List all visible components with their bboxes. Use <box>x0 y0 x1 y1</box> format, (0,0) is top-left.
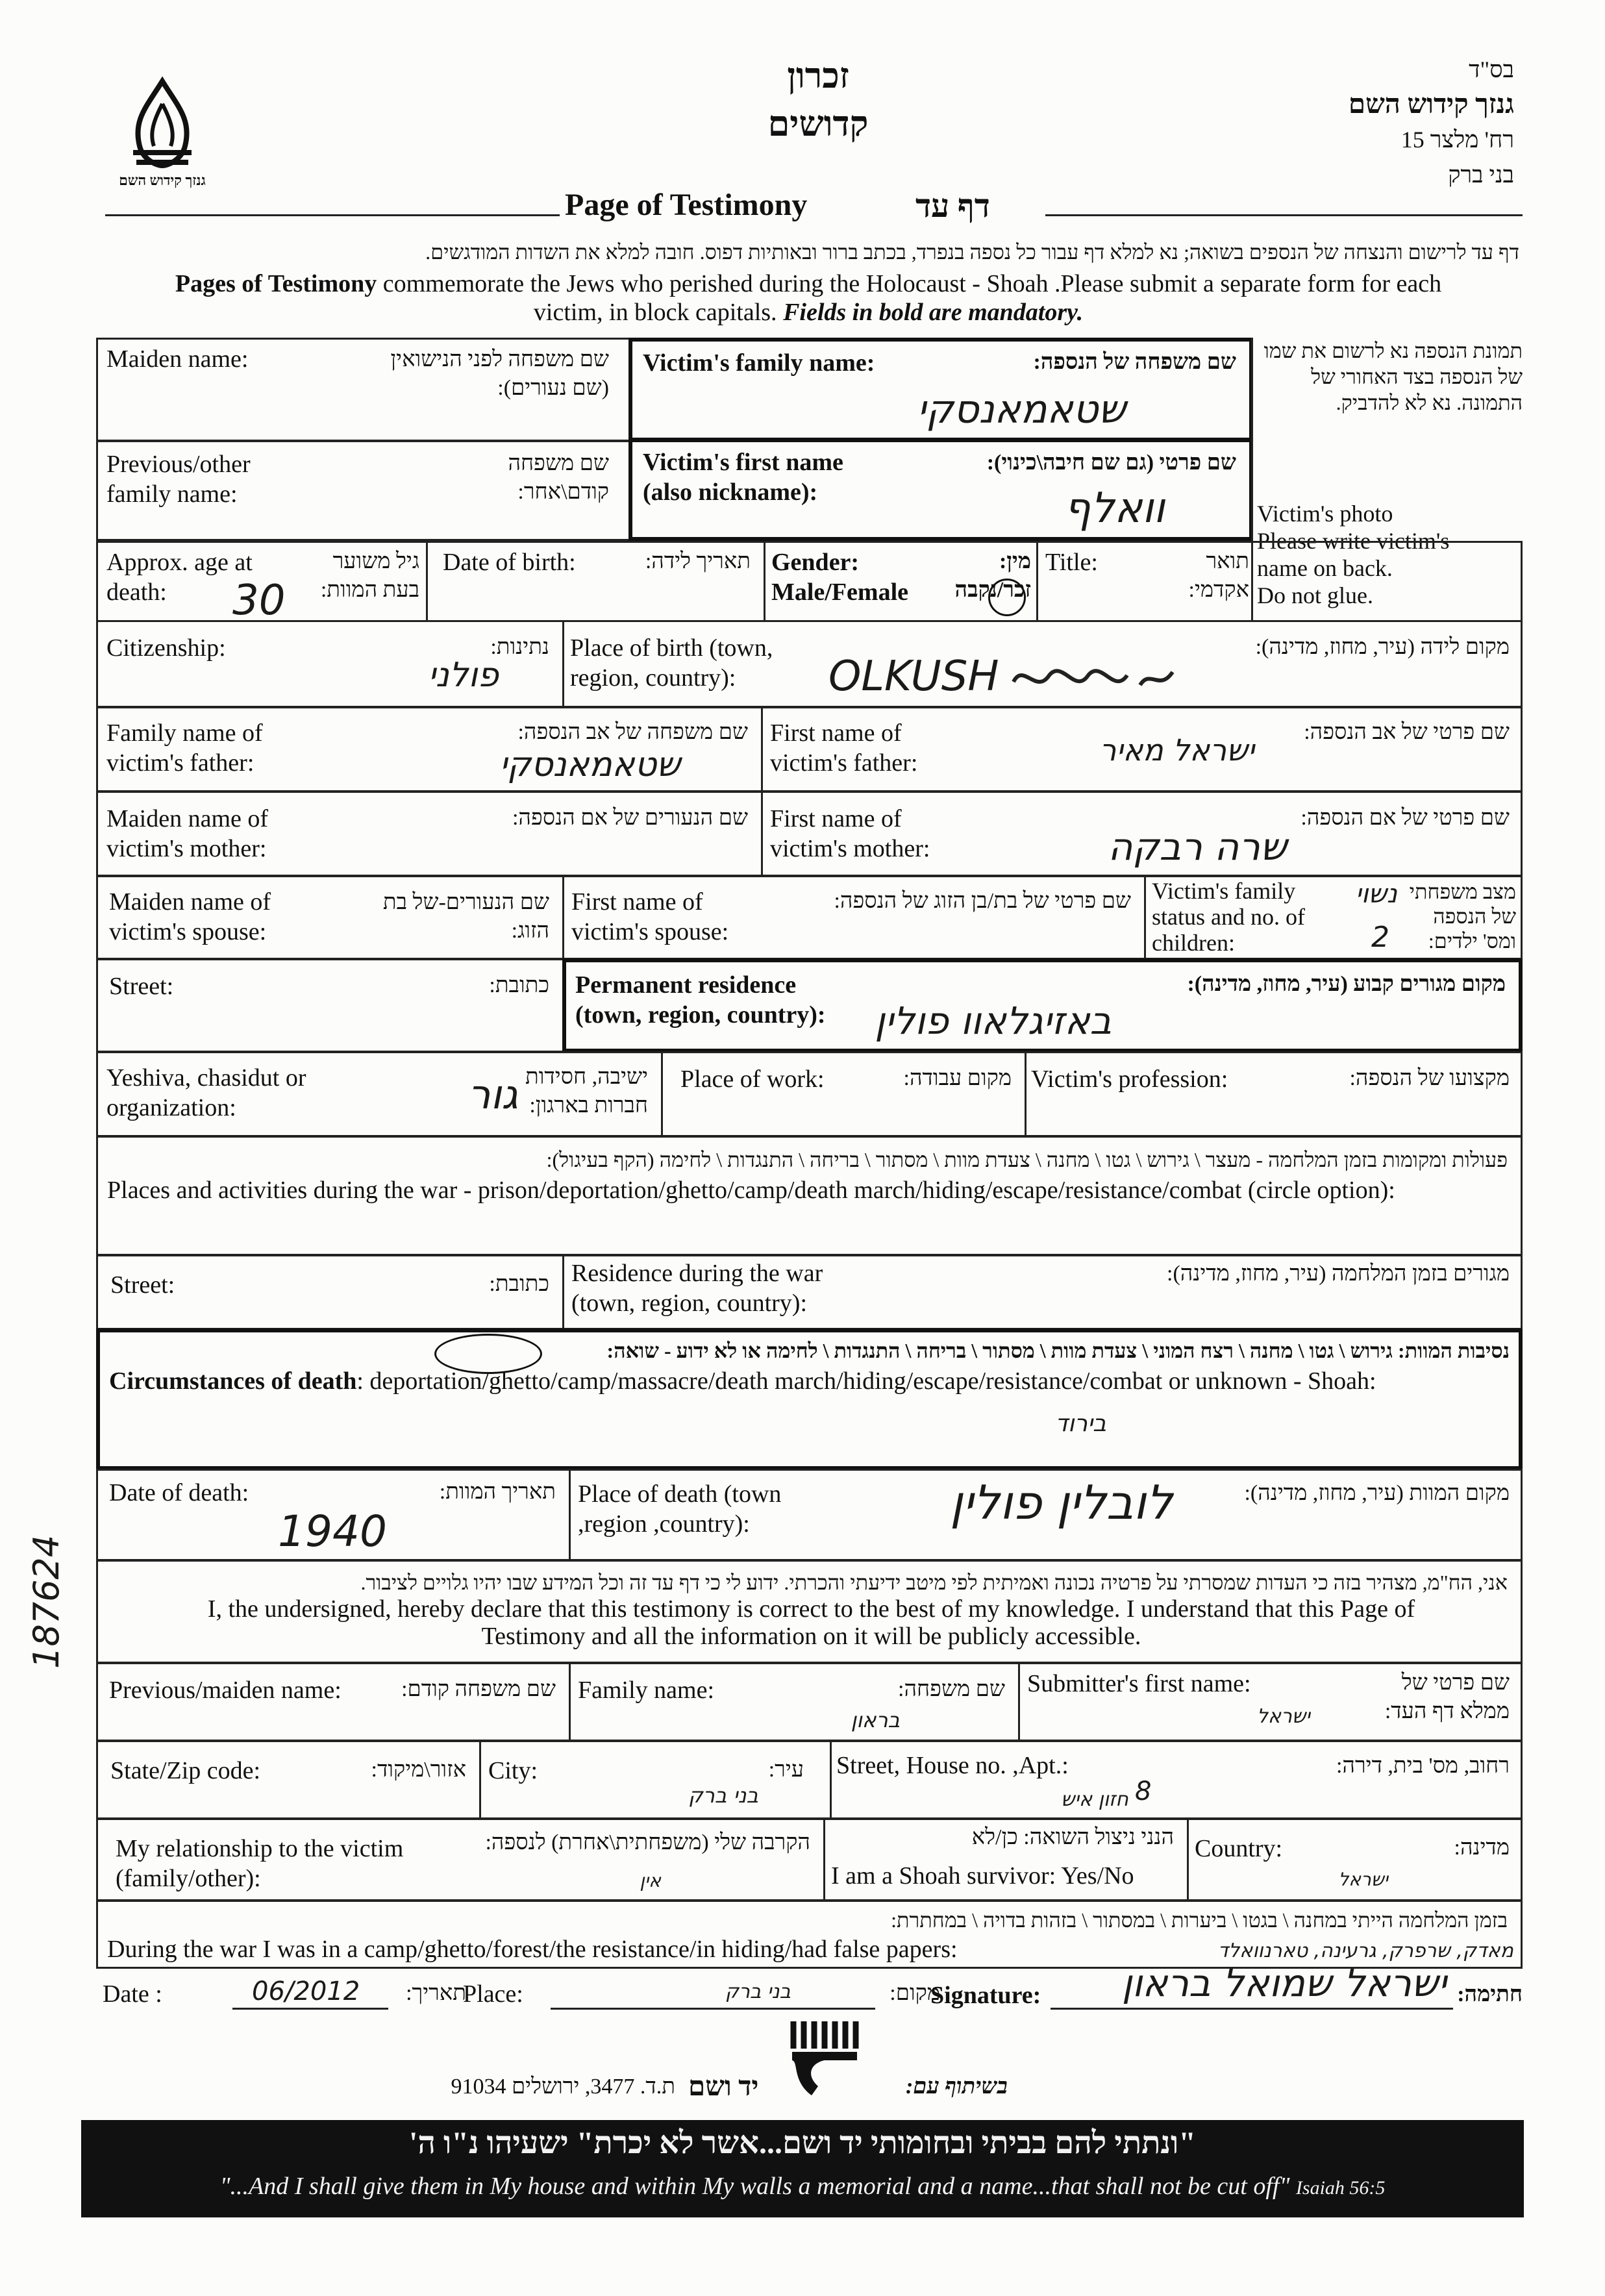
intro-en-bold: Pages of Testimony <box>175 270 377 297</box>
title-line: זכרון <box>787 56 849 95</box>
signature-label-he: חתימה: <box>1457 1982 1523 2006</box>
place-of-birth-label-en: Place of birth (town, region, country): <box>570 634 773 692</box>
mother-first-name-label-he: שם פרטי של אם הנספה: <box>1300 806 1510 830</box>
signature-value: ישראל שמואל בראון <box>1121 1961 1447 2005</box>
gender-label-en: Gender: Male/Female <box>771 549 909 606</box>
spouse-maiden-name-label-he: שם הנעורים-של בת הזוג: <box>382 890 549 943</box>
submitter-prev-name-label-en: Previous/maiden name: <box>109 1677 342 1704</box>
place-field[interactable] <box>551 1974 875 2010</box>
spouse-maiden-name-field[interactable] <box>96 875 564 960</box>
state-zip-label-en: State/Zip code: <box>110 1757 261 1784</box>
relationship-label-en: My relationship to the victim (family/other): <box>116 1835 404 1892</box>
street-label-he: כתובת: <box>489 973 549 997</box>
place-label-he: מקום: <box>890 1981 940 2005</box>
declaration-he: אני, הח"מ, מצהיר בזה כי העדות שמסרתי על פרטיה נכונה ואמיתית לפי מיטב ידיעתי והכרתי. ידוע לי כי דף עד זה וכל המידע שבו יהיו גלויים לציבור. <box>360 1571 1508 1594</box>
citizenship-label-he: נתינות: <box>490 635 549 659</box>
submitter-first-name-label-en: Submitter's first name: <box>1027 1670 1251 1697</box>
country-label-he: מדינה: <box>1454 1836 1510 1860</box>
victim-family-name-label-en: Victim's family name: <box>643 349 875 377</box>
intro-en-text-1: commemorate the Jews who perished during the Holocaust - Shoah .Please submit a separate form for each <box>377 270 1442 297</box>
during-war-label-he: בזמן המלחמה הייתי במחנה \ בגטו \ ביערות \ במסתור \ בזהות בדויה \ במחתרת: <box>891 1908 1508 1932</box>
previous-family-name-field[interactable] <box>96 440 628 541</box>
circumstances-en-text: : deportation/ghetto/camp/massacre/death march/hiding/escape/resistance/combat or unknown - Shoah: <box>356 1367 1376 1395</box>
row-during-war[interactable] <box>96 1900 1523 1969</box>
page-title-en: Page of Testimony <box>565 188 808 222</box>
victim-first-name-label-he: שם פרטי (גם שם חיבה\כינוי): <box>986 451 1236 475</box>
declaration-en-line: I, the undersigned, hereby declare that this testimony is correct to the best of my knowledge. I understand that this Page of <box>207 1595 1415 1623</box>
war-activities-en: Places and activities during the war - prison/deportation/ghetto/camp/death march/hiding/escape/resistance/combat (circle option): <box>107 1177 1395 1204</box>
permanent-residence-label-en: Permanent residence (town, region, country): <box>575 971 826 1029</box>
relationship-value: אין <box>640 1870 661 1891</box>
profession-field[interactable] <box>1025 1051 1523 1137</box>
war-residence-field[interactable] <box>562 1254 1523 1330</box>
date-of-death-label-he: תאריך המוות: <box>439 1480 556 1504</box>
signature-field[interactable] <box>1051 1961 1453 2010</box>
date-value: 06/2012 <box>252 1977 360 2006</box>
spouse-maiden-name-label-en: Maiden name of victim's spouse: <box>109 888 271 945</box>
quote-banner <box>81 2120 1524 2217</box>
place-of-death-label-en: Place of death (town ,region ,country): <box>578 1480 782 1538</box>
permanent-residence-value: באזיגלאוו פולין <box>875 999 1112 1043</box>
header-line: רח' מלצר 15 <box>1400 127 1514 153</box>
war-street-field[interactable] <box>96 1254 564 1330</box>
place-of-birth-value: OLKUSH <box>828 653 999 701</box>
place-of-death-label-he: מקום המוות (עיר, מחוז, מדינה): <box>1244 1481 1510 1505</box>
family-status-value: נשוי <box>1355 879 1397 909</box>
victim-first-name-field[interactable] <box>628 440 1253 541</box>
permanent-residence-field[interactable] <box>562 958 1523 1053</box>
relationship-label-he: הקרבה שלי (משפחתית\אחרת) לנספה: <box>485 1830 810 1854</box>
photo-box-border <box>1251 338 1253 622</box>
maiden-name-field[interactable] <box>96 338 628 442</box>
title-line: קדושים <box>767 105 869 144</box>
city-field[interactable] <box>479 1740 832 1819</box>
submitter-family-name-value: בראון <box>851 1708 900 1732</box>
victim-family-name-label-he: שם משפחה של הנספה: <box>1033 350 1236 374</box>
gender-male-circle <box>988 579 1026 616</box>
submitter-first-name-field[interactable] <box>1018 1662 1523 1741</box>
center-title <box>734 52 902 148</box>
victim-family-name-value: שטאמאנסקי <box>917 387 1126 432</box>
submitter-street-value: חזון איש <box>1061 1788 1128 1811</box>
place-of-work-label-he: מקום עבודה: <box>903 1066 1012 1090</box>
previous-family-name-label-en: Previous/other family name: <box>106 451 251 508</box>
survivor-label-en: I am a Shoah survivor: Yes/No <box>831 1862 1134 1890</box>
declaration-box <box>96 1560 1523 1664</box>
date-field[interactable] <box>232 1974 388 2010</box>
submitter-street-label-he: רחוב, מס' בית, דירה: <box>1336 1754 1510 1778</box>
quote-he: "ונתתי להם בביתי ובחומותי יד ושם...אשר לא יכרת" ישעיהו נ"ו ה' <box>409 2126 1196 2160</box>
father-family-name-label-en: Family name of victim's father: <box>106 719 263 777</box>
circumstances-en-bold: Circumstances of death <box>109 1367 357 1395</box>
intro-en-text-2: victim, in block capitals. <box>533 299 784 326</box>
place-of-work-field[interactable] <box>661 1051 1026 1137</box>
yad-vashem-logo <box>786 2016 864 2101</box>
scribble-strikeout <box>1010 656 1179 701</box>
place-label-en: Place: <box>463 1980 523 2008</box>
war-street-label-he: כתובת: <box>489 1272 549 1296</box>
title-label-en: Title: <box>1045 549 1098 576</box>
street-label-en: Street: <box>109 973 174 1000</box>
date-label-he: תאריך: <box>406 1981 466 2005</box>
mother-maiden-name-label-he: שם הנעורים של אם הנספה: <box>512 806 748 830</box>
mother-maiden-name-field[interactable] <box>96 791 763 877</box>
mother-first-name-label-en: First name of victim's mother: <box>770 805 930 862</box>
city-value: בני ברק <box>688 1783 758 1808</box>
spouse-first-name-label-he: שם פרטי של בת/בן הזוג של הנספה: <box>834 889 1131 913</box>
victim-first-name-label-en: Victim's first name (also nickname): <box>643 449 843 506</box>
relationship-field[interactable] <box>96 1818 825 1901</box>
unknown-shoah-circle <box>434 1334 542 1374</box>
place-of-birth-label-he: מקום לידה (עיר, מחוז, מדינה): <box>1255 635 1510 659</box>
spouse-first-name-label-en: First name of victim's spouse: <box>571 888 729 945</box>
mother-maiden-name-label-en: Maiden name of victim's mother: <box>106 805 269 862</box>
quote-en-line <box>81 2172 1524 2201</box>
yeshiva-field[interactable] <box>96 1051 663 1137</box>
menorah-hand-icon <box>786 2016 864 2101</box>
submitter-street-field[interactable] <box>830 1740 1523 1819</box>
submitter-first-name-label-he: שם פרטי של ממלא דף העד: <box>1384 1671 1510 1723</box>
footer-address: ת.ד. 3477, ירושלים 91034 <box>451 2075 675 2099</box>
yeshiva-label-en: Yeshiva, chasidut or organization: <box>106 1064 306 1121</box>
submitter-house-no-value: 8 <box>1135 1777 1152 1806</box>
father-family-name-label-he: שם משפחה של אב הנספה: <box>517 720 748 744</box>
photo-box-he: תמונת הנספה נא לרשום את שמו של הנספה בצד האחורי של התמונה. נא לא להדביק. <box>1263 339 1523 414</box>
circumstances-value: בירוד <box>1055 1410 1106 1437</box>
survivor-field[interactable] <box>823 1818 1189 1901</box>
date-of-death-label-en: Date of death: <box>109 1479 249 1506</box>
family-status-field[interactable] <box>1144 875 1523 960</box>
maiden-name-label-he: שם משפחה לפני הנישואין (שם נעורים): <box>390 347 609 400</box>
place-of-death-field[interactable] <box>569 1469 1523 1561</box>
submitter-family-name-field[interactable] <box>569 1662 1020 1741</box>
partnership-label: בשיתוף עם: <box>906 2075 1008 2099</box>
intro-en <box>97 269 1519 327</box>
permanent-residence-label-he: מקום מגורים קבוע (עיר, מחוז, מדינה): <box>1187 972 1506 996</box>
submitter-family-name-label-he: שם משפחה: <box>898 1677 1005 1701</box>
approx-age-value: 30 <box>232 577 286 625</box>
logo <box>114 75 211 192</box>
country-label-en: Country: <box>1195 1835 1283 1862</box>
father-first-name-label-he: שם פרטי של אב הנספה: <box>1304 720 1510 744</box>
approx-age-field[interactable] <box>96 541 428 625</box>
date-of-birth-field[interactable] <box>426 541 765 622</box>
family-status-label-en: Victim's family status and no. of children: <box>1152 878 1305 956</box>
gender-label-he: מין: זכר/נקבה <box>954 549 1031 602</box>
date-of-death-field[interactable] <box>96 1469 571 1561</box>
intro-en-mandatory: Fields in bold are mandatory. <box>783 299 1084 326</box>
place-of-death-value: לובלין פולין <box>950 1475 1173 1530</box>
profession-label-en: Victim's profession: <box>1031 1066 1228 1093</box>
header-top-right <box>1267 52 1514 192</box>
circumstances-field[interactable] <box>96 1329 1523 1470</box>
side-number: 187624 <box>26 1534 67 1669</box>
date-of-birth-label-en: Date of birth: <box>443 549 576 576</box>
page-title-he: דף עד <box>915 188 990 224</box>
approx-age-label-he: גיל משוער בעת המוות: <box>320 549 419 602</box>
survivor-label-he: הנני ניצול השואה: כן/לא <box>971 1825 1174 1849</box>
circumstances-he: נסיבות המוות: גירוש \ גטו \ מחנה \ רצח המוני \ צעדת מוות \ מסתור \ בריחה \ התנגדות \ לחימה או לא ידוע - שואה: <box>606 1339 1510 1362</box>
family-children-value: 2 <box>1371 921 1389 954</box>
date-label-en: Date : <box>103 1980 162 2008</box>
yeshiva-label-he: ישיבה, חסידות חברות בארגון: <box>525 1065 648 1117</box>
city-label-he: עיר: <box>768 1758 804 1782</box>
submitter-prev-name-label-he: שם משפחה קודם: <box>401 1677 556 1701</box>
place-of-birth-field[interactable] <box>562 620 1523 708</box>
father-family-name-field[interactable] <box>96 706 763 792</box>
citizenship-label-en: Citizenship: <box>106 634 226 662</box>
father-first-name-field[interactable] <box>761 706 1523 792</box>
title-label-he: תואר אקדמי: <box>1188 549 1249 602</box>
maiden-name-label-en: Maiden name: <box>106 345 249 373</box>
war-residence-label-en: Residence during the war (town, region, country): <box>571 1260 823 1317</box>
place-of-work-label-en: Place of work: <box>680 1066 825 1093</box>
header-line: בס"ד <box>1469 56 1514 82</box>
declaration-en <box>98 1595 1524 1650</box>
family-status-label-he: מצב משפחתי של הנספה ומס' ילדים: <box>1409 880 1516 953</box>
gender-field[interactable] <box>764 541 1038 622</box>
during-war-label-en: During the war I was in a camp/ghetto/forest/the resistance/in hiding/had false papers: <box>107 1936 958 1963</box>
title-field[interactable] <box>1036 541 1253 622</box>
photo-box-en-line: name on back. <box>1257 555 1393 581</box>
profession-label-he: מקצועו של הנספה: <box>1349 1066 1510 1090</box>
photo-box-en-line: Victim's photo <box>1257 501 1393 527</box>
photo-box-en-line: Do not glue. <box>1257 582 1373 608</box>
signature-label-en: Signature: <box>930 1982 1041 2009</box>
mother-first-name-value: שרה רבקה <box>1108 825 1287 869</box>
previous-family-name-label-he: שם משפחה קודם\אחר: <box>508 451 609 504</box>
intro-he: דף עד לרישום והנצחה של הנספים בשואה; נא למלא דף עבור כל נספה בנפרד, בכתב ברור ובאותיות דפוס. חובה למלא את השדות המודגשים. <box>425 240 1519 264</box>
yad-vashem-name: יד ושם <box>688 2072 759 2102</box>
submitter-street-label-en: Street, House no. ,Apt.: <box>836 1752 1069 1779</box>
row-war-activities[interactable] <box>96 1136 1523 1256</box>
approx-age-label-en: Approx. age at death: <box>106 549 253 606</box>
father-first-name-label-en: First name of victim's father: <box>770 719 918 777</box>
date-of-death-value: 1940 <box>278 1506 387 1556</box>
spouse-first-name-field[interactable] <box>562 875 1146 960</box>
city-label-en: City: <box>488 1757 538 1784</box>
date-of-birth-label-he: תאריך לידה: <box>645 549 751 573</box>
title-rule-right <box>1045 214 1523 216</box>
yeshiva-value: גור <box>467 1071 518 1118</box>
state-zip-label-he: אזור\מיקוד: <box>371 1758 466 1782</box>
war-residence-label-he: מגורים בזמן המלחמה (עיר, מחוז, מדינה): <box>1167 1262 1510 1286</box>
victim-family-name-field[interactable] <box>628 338 1253 442</box>
father-first-name-value: ישראל מאיר <box>1099 732 1254 767</box>
submitter-first-name-value: ישראל <box>1256 1705 1310 1728</box>
quote-en: "...And I shall give them in My house and within My walls a memorial and a name...that shall not be cut off" <box>219 2173 1290 2200</box>
war-activities-he: פעולות ומקומות בזמן המלחמה - מעצר \ גירוש \ גטו \ מחנה \ צעדת מוות \ מסתור \ בריחה \ התנגדות \ לחימה (הקף בעיגול): <box>546 1148 1508 1171</box>
declaration-en-line: Testimony and all the information on it will be publicly accessible. <box>481 1623 1141 1650</box>
header-line: גנזך קידוש השם <box>1348 90 1514 119</box>
quote-ref: Isaiah 56:5 <box>1295 2177 1386 2199</box>
mother-first-name-field[interactable] <box>761 791 1523 877</box>
country-field[interactable] <box>1187 1818 1523 1901</box>
logo-caption: גנזך קידוש השם <box>119 172 206 188</box>
photo-box-en-line: Please write victim's <box>1257 528 1450 554</box>
during-war-value: מאדק, שרפרק, גרעינה, טארנוואלד <box>1217 1940 1513 1962</box>
victim-first-name-value: וואלף <box>1064 484 1165 532</box>
place-value: בני ברק <box>725 1980 791 2003</box>
street-field[interactable] <box>96 958 562 1053</box>
submitter-family-name-label-en: Family name: <box>578 1677 715 1704</box>
title-rule-left <box>105 214 560 216</box>
submitter-prev-name-field[interactable] <box>96 1662 571 1741</box>
citizenship-value: פולני <box>428 656 499 695</box>
war-street-label-en: Street: <box>110 1271 175 1299</box>
state-zip-field[interactable] <box>96 1740 481 1819</box>
citizenship-field[interactable] <box>96 620 564 708</box>
country-value: ישראל <box>1338 1869 1388 1890</box>
father-family-name-value: שטאמאנסקי <box>499 745 680 784</box>
circumstances-en <box>109 1366 1512 1396</box>
header-line: בני ברק <box>1448 162 1514 188</box>
